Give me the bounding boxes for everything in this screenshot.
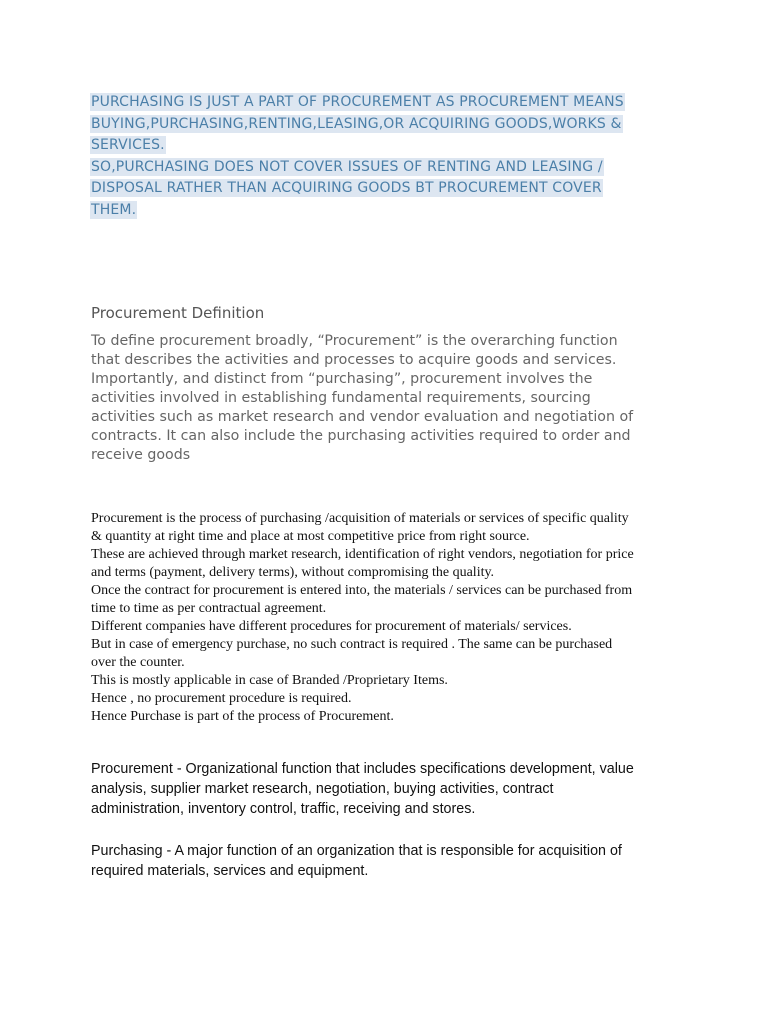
procurement-definition: [91, 759, 691, 819]
paragraph-line: Different companies have different procedures for procurement of materials/ services.: [91, 619, 572, 634]
paragraph-line: that describes the activities and processes to acquire goods and services.: [91, 352, 617, 368]
paragraph-line: Once the contract for procurement is entered into, the materials / services can be purchased from: [91, 583, 633, 598]
highlighted-line: DISPOSAL RATHER THAN ACQUIRING GOODS BT PROCUREMENT COVER: [91, 180, 602, 196]
paragraph-line: activities such as market research and vendor evaluation and negotiation of: [91, 409, 634, 425]
definition-paragraph: [91, 332, 691, 465]
paragraph-line: and terms (payment, delivery terms), without compromising the quality.: [91, 565, 495, 580]
paragraph-line: & quantity at right time and place at most competitive price from right source.: [91, 529, 530, 544]
purchasing-definition: [91, 841, 691, 881]
paragraph-line: Procurement is the process of purchasing /acquisition of materials or services of specific quality: [91, 511, 629, 526]
paragraph-line: contracts. It can also include the purchasing activities required to order and: [91, 428, 631, 444]
procurement-process-paragraph: [91, 510, 691, 726]
highlighted-summary: [90, 92, 690, 221]
paragraph-line: required materials, services and equipment.: [91, 863, 369, 879]
paragraph-line: time to time as per contractual agreement.: [91, 601, 327, 616]
highlighted-line: SO,PURCHASING DOES NOT COVER ISSUES OF RENTING AND LEASING /: [91, 158, 603, 175]
paragraph-line: over the counter.: [91, 655, 185, 670]
paragraph-line: Hence Purchase is part of the process of Procurement.: [91, 709, 394, 724]
paragraph-line: receive goods: [91, 447, 191, 463]
paragraph-line: activities involved in establishing fundamental requirements, sourcing: [91, 390, 591, 406]
highlighted-line: PURCHASING IS JUST A PART OF PROCUREMENT AS PROCUREMENT MEANS: [91, 94, 624, 110]
paragraph-line: administration, inventory control, traffic, receiving and stores.: [91, 801, 476, 817]
definition-heading: Procurement Definition: [91, 304, 265, 322]
highlighted-line: BUYING,PURCHASING,RENTING,LEASING,OR ACQUIRING GOODS,WORKS &: [91, 115, 622, 132]
paragraph-line: Purchasing - A major function of an organization that is responsible for acquisition of: [91, 843, 622, 859]
paragraph-line: To define procurement broadly, “Procurement” is the overarching function: [91, 333, 618, 349]
paragraph-line: This is mostly applicable in case of Branded /Proprietary Items.: [91, 673, 448, 688]
highlighted-line: THEM.: [91, 201, 137, 218]
paragraph-line: Importantly, and distinct from “purchasing”, procurement involves the: [91, 371, 593, 387]
paragraph-line: Procurement - Organizational function that includes specifications development, value: [91, 761, 634, 777]
paragraph-line: Hence , no procurement procedure is required.: [91, 691, 352, 706]
paragraph-line: analysis, supplier market research, negotiation, buying activities, contract: [91, 781, 554, 797]
paragraph-line: These are achieved through market research, identification of right vendors, negotiation for price: [91, 547, 634, 562]
paragraph-line: But in case of emergency purchase, no such contract is required . The same can be purchased: [91, 637, 613, 652]
highlighted-line: SERVICES.: [91, 137, 165, 153]
